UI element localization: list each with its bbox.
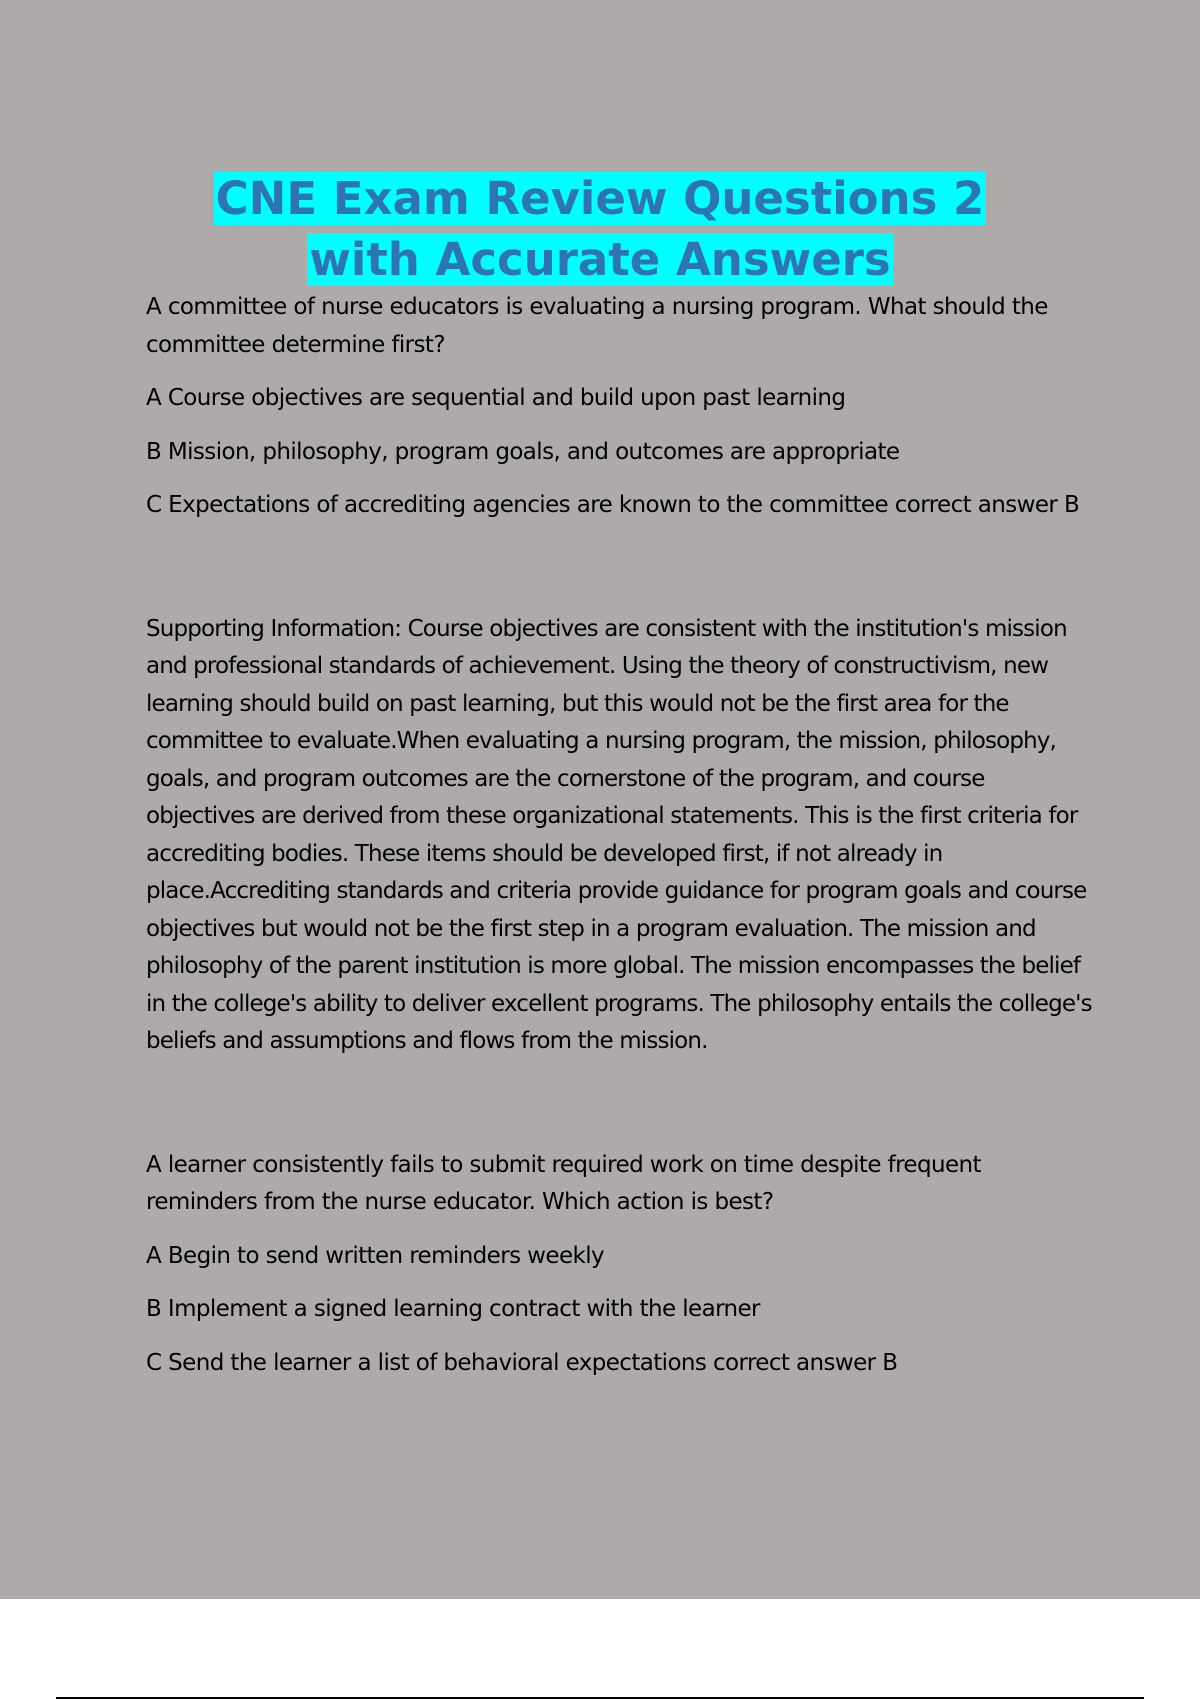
question-1-option-c: C Expectations of accrediting agencies are known to the committee correct answer B bbox=[146, 492, 1080, 518]
footer-rule bbox=[56, 1697, 1144, 1699]
blank-line bbox=[146, 1077, 1096, 1147]
question-1-stem: A committee of nurse educators is evaluating a nursing program. What should the committee determine first? bbox=[146, 294, 1048, 358]
question-2-option-b: B Implement a signed learning contract with the learner bbox=[146, 1296, 760, 1322]
document-title bbox=[0, 168, 1200, 290]
title-line-1: CNE Exam Review Questions 2 bbox=[215, 172, 985, 225]
document-body bbox=[146, 289, 1096, 1398]
question-2-stem: A learner consistently fails to submit required work on time despite frequent reminders from the nurse educator. Which action is best? bbox=[146, 1151, 981, 1215]
question-1-option-a: A Course objectives are sequential and build upon past learning bbox=[146, 385, 846, 411]
question-2-option-a: A Begin to send written reminders weekly bbox=[146, 1242, 605, 1269]
question-2-option-c: C Send the learner a list of behavioral expectations correct answer B bbox=[146, 1349, 898, 1376]
blank-line bbox=[146, 541, 1096, 611]
question-1-supporting-info: Supporting Information: Course objectives are consistent with the institution's mission and professional standards of achievement. Using the theory of constructivism, new learning should build on past learning, but this would not be the first area for the committee to evaluate.When evaluating a nursing program, the mission, philosophy, goals, and program outcomes are the cornerstone of the program, and course objectives are derived from these organizational statements. This is the first criteria for accrediting bodies. These items should be developed first, if not already in place.Accrediting standards and criteria provide guidance for program goals and course objectives but would not be the first step in a program evaluation. The mission and philosophy of the parent institution is more global. The mission encompasses the belief in the college's ability to deliver excellent programs. The philosophy entails the college's beliefs and assumptions and flows from the mission. bbox=[146, 615, 1092, 1054]
question-1-option-b: B Mission, philosophy, program goals, and outcomes are appropriate bbox=[146, 438, 900, 465]
title-line-2: with Accurate Answers bbox=[309, 233, 891, 286]
